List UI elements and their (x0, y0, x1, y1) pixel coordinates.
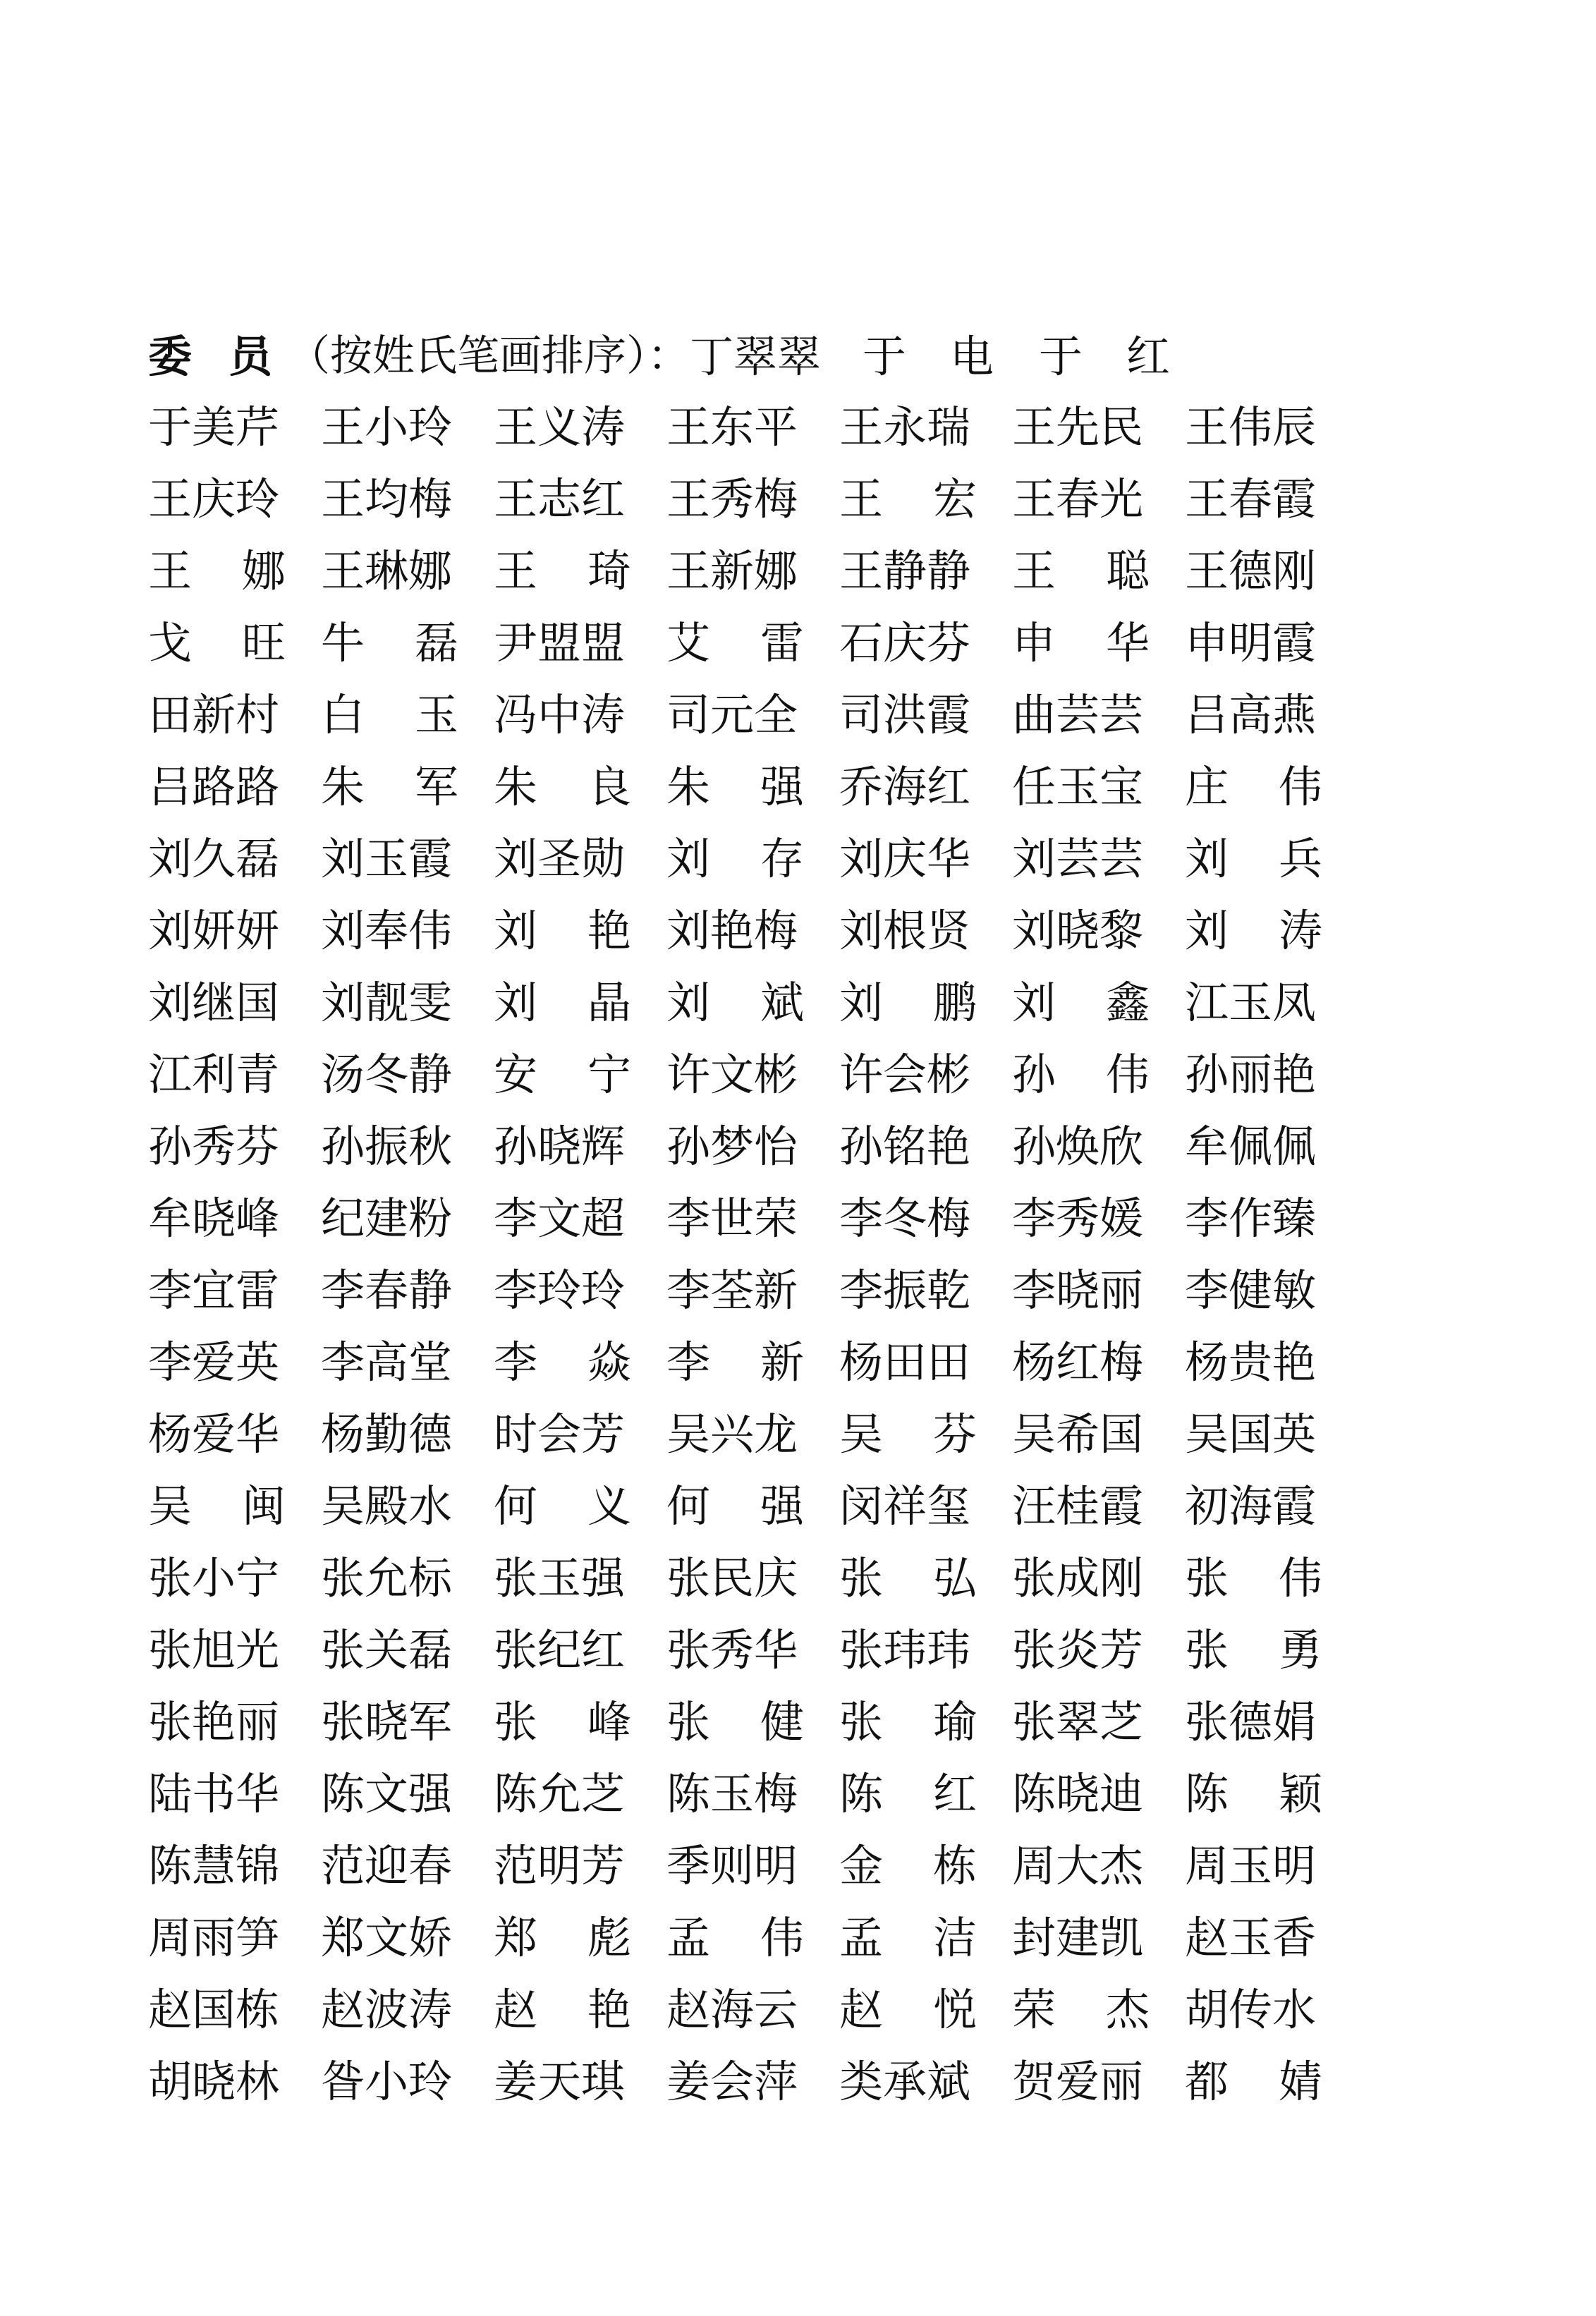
member-name: 贺爱丽 (1012, 2056, 1144, 2107)
member-name: 李振乾 (839, 1264, 971, 1316)
member-name: 范明芳 (494, 1840, 626, 1891)
member-name: 陈玉梅 (666, 1768, 798, 1820)
member-name: 江玉凤 (1185, 977, 1317, 1028)
member-name: 王春光 (1012, 473, 1144, 525)
member-name: 张艳丽 (148, 1696, 280, 1748)
member-name: 李 新 (666, 1336, 804, 1388)
member-name: 周大杰 (1012, 1840, 1144, 1891)
member-name: 孙铭艳 (839, 1121, 971, 1172)
member-name: 刘玉霞 (321, 833, 453, 884)
member-name: 张 峰 (494, 1696, 631, 1748)
member-name: 刘 鹏 (839, 977, 977, 1028)
member-name: 李作臻 (1185, 1193, 1317, 1244)
member-name: 申明霞 (1185, 617, 1317, 669)
member-name-grid (148, 391, 1358, 2118)
member-name: 李 焱 (494, 1336, 631, 1388)
member-name: 王 琦 (494, 545, 631, 597)
member-name: 刘 艳 (494, 905, 631, 956)
member-name: 江利青 (148, 1049, 280, 1100)
member-name: 张民庆 (666, 1552, 798, 1604)
member-name: 李文超 (494, 1193, 626, 1244)
member-name: 陈 颖 (1185, 1768, 1322, 1820)
member-name: 王新娜 (666, 545, 798, 597)
member-name: 陈晓迪 (1012, 1768, 1144, 1820)
member-name: 陈慧锦 (148, 1840, 280, 1891)
member-name: 刘 存 (666, 833, 804, 884)
member-name: 张 瑜 (839, 1696, 977, 1748)
member-name: 闵祥玺 (839, 1480, 971, 1532)
member-name: 王 宏 (839, 473, 977, 525)
member-name: 张玉强 (494, 1552, 626, 1604)
member-name: 郑文娇 (321, 1912, 453, 1963)
member-name: 陈允芝 (494, 1768, 626, 1820)
member-name: 季则明 (666, 1840, 798, 1891)
committee-title: 委员 (148, 330, 310, 382)
member-name: 赵国栋 (148, 1984, 280, 2035)
member-name: 孟 洁 (839, 1912, 977, 1963)
member-name: 杨红梅 (1012, 1336, 1144, 1388)
member-name: 张翠芝 (1012, 1696, 1144, 1748)
member-name: 王永瑞 (839, 401, 971, 453)
member-name: 胡晓林 (148, 2056, 280, 2107)
member-name: 孙秀芬 (148, 1121, 280, 1172)
member-name: 吴国英 (1185, 1408, 1317, 1460)
member-name: 白 玉 (321, 689, 458, 740)
member-name: 刘艳梅 (666, 905, 798, 956)
member-name: 刘晓黎 (1012, 905, 1144, 956)
member-name: 李爱英 (148, 1336, 280, 1388)
member-name: 牟佩佩 (1185, 1121, 1317, 1172)
member-name: 初海霞 (1185, 1480, 1317, 1532)
member-name: 冯中涛 (494, 689, 626, 740)
member-name: 赵玉香 (1185, 1912, 1317, 1963)
member-name: 杨贵艳 (1185, 1336, 1317, 1388)
member-name: 都 婧 (1185, 2056, 1322, 2107)
member-name: 艾 雷 (666, 617, 804, 669)
member-name: 朱 良 (494, 761, 631, 812)
member-name: 吕高燕 (1185, 689, 1317, 740)
member-name: 张 伟 (1185, 1552, 1322, 1604)
member-name: 李秀媛 (1012, 1193, 1144, 1244)
member-name: 孙焕欣 (1012, 1121, 1144, 1172)
member-name: 胡传水 (1185, 1984, 1317, 2035)
member-name: 牛 磊 (321, 617, 458, 669)
member-name: 朱 军 (321, 761, 458, 812)
member-name: 李世荣 (666, 1193, 798, 1244)
member-name: 王小玲 (321, 401, 453, 453)
member-name: 何 强 (666, 1480, 804, 1532)
member-name: 昝小玲 (321, 2056, 453, 2107)
member-name: 孙丽艳 (1185, 1049, 1317, 1100)
member-name: 封建凯 (1012, 1912, 1144, 1963)
member-name: 于 电 (863, 330, 994, 382)
member-name: 周雨笋 (148, 1912, 280, 1963)
member-name: 丁翠翠 (690, 330, 822, 382)
member-name: 张允标 (321, 1552, 453, 1604)
member-name: 王 娜 (148, 545, 286, 597)
member-name: 刘继国 (148, 977, 280, 1028)
member-name: 刘 晶 (494, 977, 631, 1028)
member-name: 石庆芬 (839, 617, 971, 669)
member-name: 陆书华 (148, 1768, 280, 1820)
member-name: 司元全 (666, 689, 798, 740)
member-name: 戈 旺 (148, 617, 286, 669)
member-name: 汤冬静 (321, 1049, 453, 1100)
member-name: 王义涛 (494, 401, 626, 453)
member-name: 于 红 (1039, 330, 1171, 382)
member-name: 王秀梅 (666, 473, 798, 525)
member-name: 王东平 (666, 401, 798, 453)
member-name: 吴兴龙 (666, 1408, 798, 1460)
member-name: 刘妍妍 (148, 905, 280, 956)
member-name: 时会芳 (494, 1408, 626, 1460)
member-name: 姜天琪 (494, 2056, 626, 2107)
member-name: 任玉宝 (1012, 761, 1144, 812)
member-name: 王 聪 (1012, 545, 1150, 597)
member-name: 王春霞 (1185, 473, 1317, 525)
member-name: 孙 伟 (1012, 1049, 1150, 1100)
member-name: 张德娟 (1185, 1696, 1317, 1748)
member-name: 何 义 (494, 1480, 631, 1532)
member-name: 刘 斌 (666, 977, 804, 1028)
member-name: 司洪霞 (839, 689, 971, 740)
member-name: 张炎芳 (1012, 1624, 1144, 1676)
member-name: 赵波涛 (321, 1984, 453, 2035)
member-name: 陈 红 (839, 1768, 977, 1820)
member-name: 王德刚 (1185, 545, 1317, 597)
member-name: 赵 艳 (494, 1984, 631, 2035)
member-name: 纪建粉 (321, 1193, 453, 1244)
member-name: 尹盟盟 (494, 617, 626, 669)
member-name: 刘圣勋 (494, 833, 626, 884)
member-name: 王庆玲 (148, 473, 280, 525)
member-name: 张旭光 (148, 1624, 280, 1676)
member-name: 张秀华 (666, 1624, 798, 1676)
member-name: 张纪红 (494, 1624, 626, 1676)
member-name: 李健敏 (1185, 1264, 1317, 1316)
member-name: 王伟辰 (1185, 401, 1317, 453)
member-name: 张玮玮 (839, 1624, 971, 1676)
member-name: 王琳娜 (321, 545, 453, 597)
member-name: 庄 伟 (1185, 761, 1322, 812)
member-name: 曲芸芸 (1012, 689, 1144, 740)
member-name: 刘 鑫 (1012, 977, 1150, 1028)
member-name: 李荃新 (666, 1264, 798, 1316)
member-name: 吴 芬 (839, 1408, 977, 1460)
member-name: 郑 彪 (494, 1912, 631, 1963)
member-name: 陈文强 (321, 1768, 453, 1820)
member-name: 刘 兵 (1185, 833, 1322, 884)
member-name: 张成刚 (1012, 1552, 1144, 1604)
member-name: 赵海云 (666, 1984, 798, 2035)
member-name: 赵 悦 (839, 1984, 977, 2035)
member-name: 朱 强 (666, 761, 804, 812)
member-name: 刘庆华 (839, 833, 971, 884)
member-name: 类承斌 (839, 2056, 971, 2107)
member-name: 许会彬 (839, 1049, 971, 1100)
member-name: 张 勇 (1185, 1624, 1322, 1676)
member-name: 汪桂霞 (1012, 1480, 1144, 1532)
member-name: 张晓军 (321, 1696, 453, 1748)
member-name: 李冬梅 (839, 1193, 971, 1244)
member-name: 范迎春 (321, 1840, 453, 1891)
committee-header (148, 317, 1523, 388)
member-name: 孟 伟 (666, 1912, 804, 1963)
member-name: 牟晓峰 (148, 1193, 280, 1244)
member-name: 王静静 (839, 545, 971, 597)
member-name: 安 宁 (494, 1049, 631, 1100)
member-name: 刘根贤 (839, 905, 971, 956)
member-name: 申 华 (1012, 617, 1150, 669)
member-name: 吴希国 (1012, 1408, 1144, 1460)
member-name: 张关磊 (321, 1624, 453, 1676)
member-name: 吴殿水 (321, 1480, 453, 1532)
member-name: 荣 杰 (1012, 1984, 1150, 2035)
member-name: 王先民 (1012, 401, 1144, 453)
member-name: 刘芸芸 (1012, 833, 1144, 884)
member-name: 张小宁 (148, 1552, 280, 1604)
member-name: 李春静 (321, 1264, 453, 1316)
member-name: 于美芹 (148, 401, 280, 453)
member-name: 孙晓辉 (494, 1121, 626, 1172)
sorting-note: （按姓氏笔画排序）： (288, 331, 690, 381)
member-name: 孙梦怡 (666, 1121, 798, 1172)
member-name: 姜会萍 (666, 2056, 798, 2107)
member-name: 王均梅 (321, 473, 453, 525)
member-name: 王志红 (494, 473, 626, 525)
member-name: 刘 涛 (1185, 905, 1322, 956)
member-name: 杨田田 (839, 1336, 971, 1388)
member-name: 张 健 (666, 1696, 804, 1748)
member-name: 吕路路 (148, 761, 280, 812)
member-name: 杨爱华 (148, 1408, 280, 1460)
member-name: 李玲玲 (494, 1264, 626, 1316)
member-name: 李晓丽 (1012, 1264, 1144, 1316)
member-name: 杨勤德 (321, 1408, 453, 1460)
member-name: 乔海红 (839, 761, 971, 812)
member-name: 李高堂 (321, 1336, 453, 1388)
member-name: 金 栋 (839, 1840, 977, 1891)
member-name: 孙振秋 (321, 1121, 453, 1172)
member-name: 李宜雷 (148, 1264, 280, 1316)
member-name: 周玉明 (1185, 1840, 1317, 1891)
member-name: 田新村 (148, 689, 280, 740)
member-name: 刘久磊 (148, 833, 280, 884)
member-name: 吴 闽 (148, 1480, 286, 1532)
member-name: 刘靓雯 (321, 977, 453, 1028)
member-name: 刘奉伟 (321, 905, 453, 956)
member-name: 张 弘 (839, 1552, 977, 1604)
member-name: 许文彬 (666, 1049, 798, 1100)
